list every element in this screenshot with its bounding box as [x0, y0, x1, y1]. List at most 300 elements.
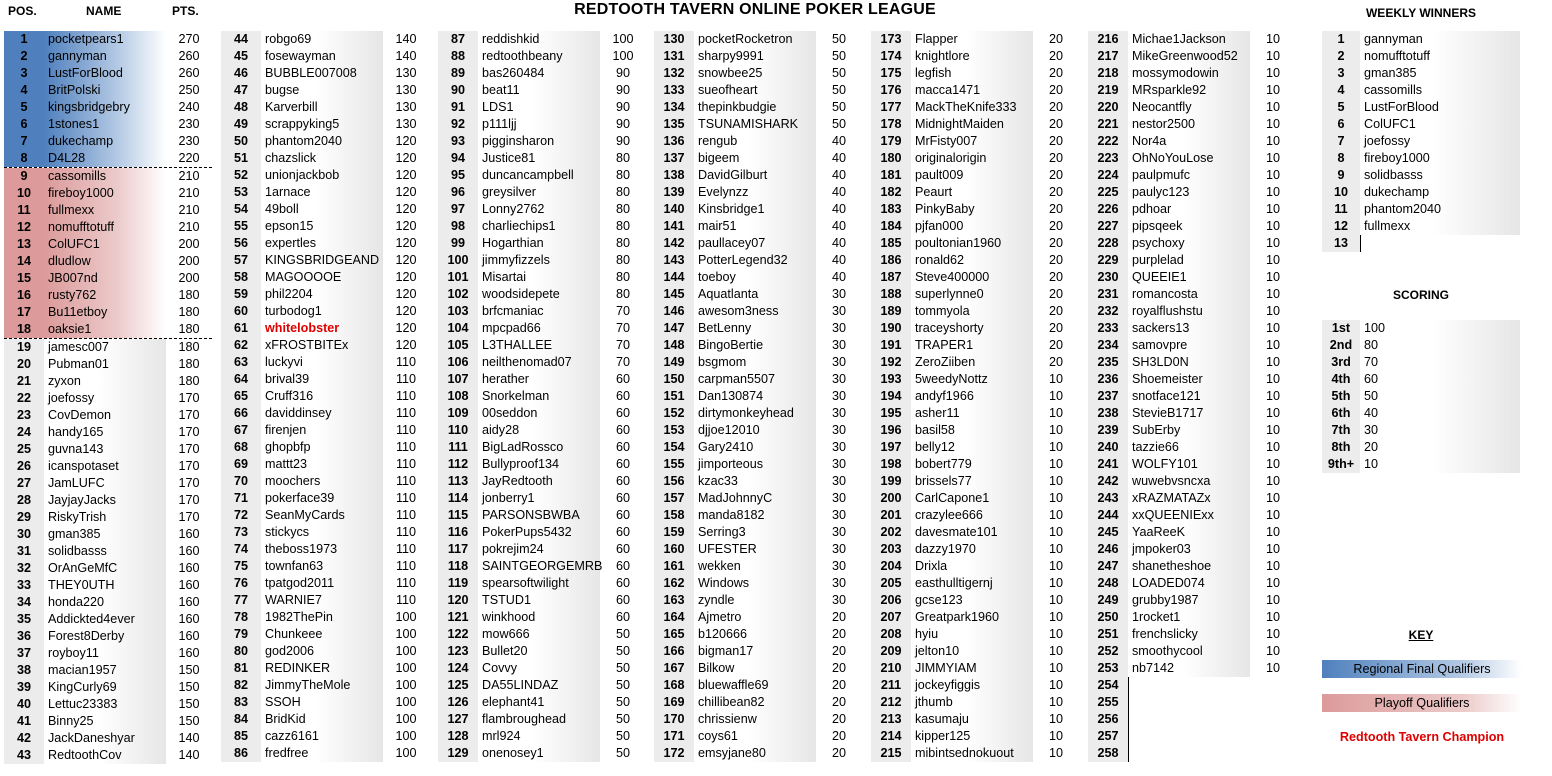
position-cell: 187 [871, 269, 912, 286]
table-row [438, 677, 646, 694]
points-cell: 110 [395, 474, 417, 488]
points-cell: 10 [1265, 423, 1280, 437]
points-cell: 40 [831, 270, 846, 284]
player-name-cell: rusty762 [44, 287, 166, 304]
points-cell: 10 [1265, 593, 1280, 607]
player-name-cell: aidy28 [478, 422, 600, 439]
week-number-cell: 2 [1322, 48, 1361, 65]
points-cell: 120 [395, 134, 417, 148]
position-cell: 42 [4, 730, 45, 747]
table-row [221, 235, 429, 252]
points-cell: 20 [1048, 321, 1063, 335]
points-cell: 20 [1048, 49, 1063, 63]
points-cell: 10 [1265, 389, 1280, 403]
points-cell: 10 [1265, 491, 1280, 505]
table-row [4, 492, 212, 509]
table-row [654, 303, 862, 320]
player-name-cell: mossymodowin [1128, 65, 1250, 82]
position-cell: 157 [654, 490, 695, 507]
position-cell: 179 [871, 133, 912, 150]
player-name-cell: nb7142 [1128, 660, 1250, 677]
player-name-cell: RiskyTrish [44, 509, 166, 526]
player-name-cell: MackTheKnife333 [911, 99, 1033, 116]
points-cell: 120 [395, 219, 417, 233]
player-name-cell: samovpre [1128, 337, 1250, 354]
points-cell: 10 [1265, 270, 1280, 284]
points-cell: 30 [831, 406, 846, 420]
player-name-cell: belly12 [911, 439, 1033, 456]
position-cell: 70 [221, 473, 262, 490]
table-row [438, 133, 646, 150]
points-cell: 60 [615, 593, 630, 607]
points-cell: 10 [1265, 83, 1280, 97]
week-number-cell: 13 [1322, 235, 1361, 252]
table-row [438, 745, 646, 762]
player-name-cell: romancosta [1128, 286, 1250, 303]
player-name-cell: SH3LD0N [1128, 354, 1250, 371]
position-cell: 204 [871, 558, 912, 575]
position-cell: 114 [438, 490, 479, 507]
points-cell: 50 [831, 32, 846, 46]
player-name-cell: fullmexx [44, 202, 166, 219]
player-name-cell: Ajmetro [694, 609, 816, 626]
player-name-cell: TSTUD1 [478, 592, 600, 609]
player-name-cell: Covvy [478, 660, 600, 677]
table-row [654, 184, 862, 201]
player-name-cell: JayjayJacks [44, 492, 166, 509]
player-name-cell: LOADED074 [1128, 575, 1250, 592]
player-name-cell: mrl924 [478, 728, 600, 745]
player-name-cell: tpatgod2011 [261, 575, 383, 592]
position-cell: 117 [438, 541, 479, 558]
table-row [221, 694, 429, 711]
points-cell: 100 [395, 644, 417, 658]
table-row [654, 609, 862, 626]
points-cell: 10 [1048, 559, 1063, 573]
table-row [221, 48, 429, 65]
player-name-cell: chrissienw [694, 711, 816, 728]
table-row [654, 150, 862, 167]
position-cell: 250 [1088, 609, 1129, 626]
winner-row [1322, 184, 1520, 201]
table-row [4, 696, 212, 713]
player-name-cell: REDINKER [261, 660, 383, 677]
player-name-cell: awesom3ness [694, 303, 816, 320]
player-name-cell: elephant41 [478, 694, 600, 711]
player-name-cell: brissels77 [911, 473, 1033, 490]
points-cell: 10 [1265, 440, 1280, 454]
winner-row [1322, 82, 1520, 99]
position-cell: 107 [438, 371, 479, 388]
points-cell: 10 [1265, 219, 1280, 233]
table-row [4, 236, 212, 253]
player-name-cell: djjoe12010 [694, 422, 816, 439]
scoring-row [1322, 439, 1520, 456]
position-cell: 154 [654, 439, 695, 456]
position-cell: 64 [221, 371, 262, 388]
points-cell: 30 [831, 593, 846, 607]
player-name-cell: fosewayman [261, 48, 383, 65]
position-cell: 56 [221, 235, 262, 252]
table-row [1088, 167, 1296, 184]
key-champion: Redtooth Tavern Champion [1339, 730, 1505, 744]
points-cell: 120 [395, 338, 417, 352]
player-name-cell: gannyman [44, 48, 166, 65]
table-row [4, 373, 212, 390]
points-cell: 140 [395, 32, 417, 46]
player-name-cell: Gary2410 [694, 439, 816, 456]
table-row [654, 388, 862, 405]
table-row [871, 184, 1079, 201]
position-cell: 160 [654, 541, 695, 558]
position-cell: 5 [4, 99, 45, 116]
points-cell: 10 [1265, 202, 1280, 216]
player-name-cell: Chunkeee [261, 626, 383, 643]
table-row [654, 371, 862, 388]
player-name-cell: smoothycool [1128, 643, 1250, 660]
table-row [4, 48, 212, 65]
pts-header: PTS. [172, 4, 199, 18]
position-cell: 57 [221, 252, 262, 269]
table-row [4, 202, 212, 219]
table-row [654, 439, 862, 456]
player-name-cell: mibintsednokuout [911, 745, 1033, 762]
player-name-cell: psychoxy [1128, 235, 1250, 252]
position-cell: 8 [4, 150, 45, 167]
position-cell: 134 [654, 99, 695, 116]
table-row [871, 626, 1079, 643]
position-cell: 102 [438, 286, 479, 303]
position-cell: 35 [4, 611, 45, 628]
position-cell: 202 [871, 524, 912, 541]
position-cell: 126 [438, 694, 479, 711]
position-cell: 97 [438, 201, 479, 218]
position-cell: 151 [654, 388, 695, 405]
points-cell: 180 [178, 340, 200, 354]
points-cell: 140 [395, 49, 417, 63]
table-row [221, 167, 429, 184]
player-name-cell: 5weedyNottz [911, 371, 1033, 388]
position-cell: 22 [4, 390, 45, 407]
position-cell: 30 [4, 526, 45, 543]
player-name-cell: jimporteous [694, 456, 816, 473]
place-cell: 6th [1322, 405, 1361, 422]
points-cell: 20 [831, 661, 846, 675]
table-row [654, 31, 862, 48]
table-row [221, 728, 429, 745]
player-name-cell: OrAnGeMfC [44, 560, 166, 577]
points-cell: 60 [615, 559, 630, 573]
table-row [871, 745, 1079, 762]
key-title: KEY [1408, 628, 1434, 642]
position-cell: 90 [438, 82, 479, 99]
position-cell: 213 [871, 711, 912, 728]
points-cell: 50 [615, 746, 630, 760]
player-name-cell: jmpoker03 [1128, 541, 1250, 558]
table-row [654, 422, 862, 439]
position-cell: 33 [4, 577, 45, 594]
table-row [438, 303, 646, 320]
position-cell: 82 [221, 677, 262, 694]
table-row [654, 99, 862, 116]
player-name-cell: Lettuc23383 [44, 696, 166, 713]
points-cell: 110 [395, 457, 417, 471]
table-row [871, 473, 1079, 490]
table-row [438, 48, 646, 65]
points-cell: 110 [395, 440, 417, 454]
player-name-cell: chazslick [261, 150, 383, 167]
table-row [438, 592, 646, 609]
winner-row [1322, 150, 1520, 167]
position-cell: 223 [1088, 150, 1129, 167]
scoring-table [1322, 320, 1520, 473]
points-cell: 160 [178, 595, 200, 609]
player-name-cell: herather [478, 371, 600, 388]
scoring-title: SCORING [1392, 288, 1449, 302]
points-cell: 20 [1048, 117, 1063, 131]
points-cell: 90 [615, 83, 630, 97]
player-name-cell: sackers13 [1128, 320, 1250, 337]
player-name-cell: kzac33 [694, 473, 816, 490]
position-cell: 246 [1088, 541, 1129, 558]
winner-row [1322, 201, 1520, 218]
table-row [4, 150, 212, 168]
league-column [871, 31, 1079, 762]
table-row [221, 337, 429, 354]
table-row [654, 711, 862, 728]
points-cell: 10 [1265, 66, 1280, 80]
table-row [871, 150, 1079, 167]
table-row [221, 507, 429, 524]
position-cell: 242 [1088, 473, 1129, 490]
table-row [4, 577, 212, 594]
position-cell: 63 [221, 354, 262, 371]
position-cell: 255 [1088, 694, 1129, 711]
player-name-cell: D4L28 [44, 150, 166, 167]
points-cell: 30 [831, 457, 846, 471]
points-cell: 110 [395, 491, 417, 505]
table-row [654, 694, 862, 711]
table-row [438, 694, 646, 711]
position-cell: 41 [4, 713, 45, 730]
table-row [871, 541, 1079, 558]
points-cell: 60 [615, 440, 630, 454]
player-name-cell: davesmate101 [911, 524, 1033, 541]
player-name-cell: Peaurt [911, 184, 1033, 201]
table-row [438, 422, 646, 439]
table-row [438, 252, 646, 269]
table-row [654, 575, 862, 592]
points-cell: 50 [831, 117, 846, 131]
player-name-cell: PotterLegend32 [694, 252, 816, 269]
points-cell: 20 [1048, 83, 1063, 97]
position-cell: 199 [871, 473, 912, 490]
position-cell: 65 [221, 388, 262, 405]
table-row [1088, 626, 1296, 643]
table-row [438, 371, 646, 388]
points-cell: 10 [1048, 542, 1063, 556]
points-cell: 40 [831, 253, 846, 267]
place-cell: 1st [1322, 320, 1361, 337]
player-name-cell: purplelad [1128, 252, 1250, 269]
winner-row [1322, 48, 1520, 65]
position-cell: 131 [654, 48, 695, 65]
table-row [438, 184, 646, 201]
player-name-cell: BUBBLE007008 [261, 65, 383, 82]
points-cell: 80 [615, 270, 630, 284]
table-row [1088, 286, 1296, 303]
position-cell: 207 [871, 609, 912, 626]
score-points-cell: 100 [1360, 320, 1520, 337]
points-cell: 20 [1048, 100, 1063, 114]
table-row [1088, 660, 1296, 677]
points-cell: 30 [831, 474, 846, 488]
position-cell: 116 [438, 524, 479, 541]
table-row [221, 541, 429, 558]
position-cell: 230 [1088, 269, 1129, 286]
player-name-cell: CovDemon [44, 407, 166, 424]
points-cell: 110 [395, 355, 417, 369]
position-cell: 120 [438, 592, 479, 609]
player-name-cell: bigman17 [694, 643, 816, 660]
position-cell: 43 [4, 747, 45, 764]
table-row [4, 441, 212, 458]
points-cell: 10 [1265, 168, 1280, 182]
player-name-cell: Michae1Jackson [1128, 31, 1250, 48]
position-cell: 193 [871, 371, 912, 388]
points-cell: 100 [395, 661, 417, 675]
table-row [871, 337, 1079, 354]
points-cell: 150 [178, 697, 200, 711]
points-cell: 90 [615, 117, 630, 131]
position-cell: 201 [871, 507, 912, 524]
position-cell: 2 [4, 48, 45, 65]
table-row [438, 150, 646, 167]
position-cell: 232 [1088, 303, 1129, 320]
player-name-cell: nestor2500 [1128, 116, 1250, 133]
player-name-cell: Aquatlanta [694, 286, 816, 303]
position-cell: 81 [221, 660, 262, 677]
table-row [438, 31, 646, 48]
position-cell: 229 [1088, 252, 1129, 269]
table-row [654, 405, 862, 422]
points-cell: 30 [831, 287, 846, 301]
points-cell: 10 [1048, 457, 1063, 471]
table-row [438, 99, 646, 116]
table-row [221, 388, 429, 405]
table-row [654, 626, 862, 643]
table-row [654, 116, 862, 133]
key-regional: Regional Final Qualifiers [1322, 660, 1522, 678]
points-cell: 110 [395, 542, 417, 556]
player-name-cell: MrFisty007 [911, 133, 1033, 150]
winner-row [1322, 218, 1520, 235]
position-cell: 192 [871, 354, 912, 371]
winner-name-cell: gannyman [1360, 31, 1520, 48]
points-cell: 50 [615, 627, 630, 641]
position-cell: 191 [871, 337, 912, 354]
position-cell: 158 [654, 507, 695, 524]
points-cell: 80 [615, 236, 630, 250]
position-cell: 6 [4, 116, 45, 133]
score-points-cell: 20 [1360, 439, 1520, 456]
position-cell: 165 [654, 626, 695, 643]
points-cell: 70 [615, 321, 630, 335]
points-cell: 90 [615, 100, 630, 114]
table-row [438, 711, 646, 728]
player-name-cell: zyxon [44, 373, 166, 390]
points-cell: 50 [615, 644, 630, 658]
place-cell: 9th+ [1322, 456, 1361, 473]
points-cell: 170 [178, 493, 200, 507]
player-name-cell: honda220 [44, 594, 166, 611]
table-row [4, 594, 212, 611]
winner-name-cell: gman385 [1360, 65, 1520, 82]
player-name-cell: beat11 [478, 82, 600, 99]
points-cell: 70 [615, 304, 630, 318]
player-name-cell: PinkyBaby [911, 201, 1033, 218]
table-row [4, 645, 212, 662]
player-name-cell: Bullet20 [478, 643, 600, 660]
player-name-cell: pjfan000 [911, 218, 1033, 235]
player-name-cell: MikeGreenwood52 [1128, 48, 1250, 65]
player-name-cell: guvna143 [44, 441, 166, 458]
player-name-cell: ColUFC1 [44, 236, 166, 253]
table-row [871, 694, 1079, 711]
points-cell: 30 [831, 304, 846, 318]
table-row [871, 133, 1079, 150]
player-name-cell: CarlCapone1 [911, 490, 1033, 507]
table-row [871, 371, 1079, 388]
table-row [4, 356, 212, 373]
player-name-cell: JackDaneshyar [44, 730, 166, 747]
table-row [4, 747, 212, 764]
points-cell: 30 [831, 559, 846, 573]
table-row [438, 558, 646, 575]
table-row [221, 711, 429, 728]
points-cell: 60 [615, 372, 630, 386]
table-row [871, 201, 1079, 218]
points-cell: 10 [1048, 610, 1063, 624]
player-name-cell: sueofheart [694, 82, 816, 99]
table-row [438, 354, 646, 371]
table-row [1088, 592, 1296, 609]
score-points-cell: 30 [1360, 422, 1520, 439]
table-row [438, 728, 646, 745]
points-cell: 20 [1048, 338, 1063, 352]
table-row [4, 304, 212, 321]
table-row [871, 677, 1079, 694]
points-cell: 80 [615, 219, 630, 233]
position-cell: 124 [438, 660, 479, 677]
position-cell: 136 [654, 133, 695, 150]
table-row [1088, 575, 1296, 592]
table-row [654, 558, 862, 575]
points-cell: 10 [1265, 338, 1280, 352]
position-cell: 36 [4, 628, 45, 645]
week-number-cell: 11 [1322, 201, 1361, 218]
table-row [4, 560, 212, 577]
table-row [654, 201, 862, 218]
position-cell: 152 [654, 405, 695, 422]
position-cell: 176 [871, 82, 912, 99]
player-name-cell: macian1957 [44, 662, 166, 679]
scoring-row [1322, 405, 1520, 422]
position-cell: 258 [1088, 745, 1129, 762]
points-cell: 10 [1265, 355, 1280, 369]
scoring-row [1322, 388, 1520, 405]
position-cell: 23 [4, 407, 45, 424]
